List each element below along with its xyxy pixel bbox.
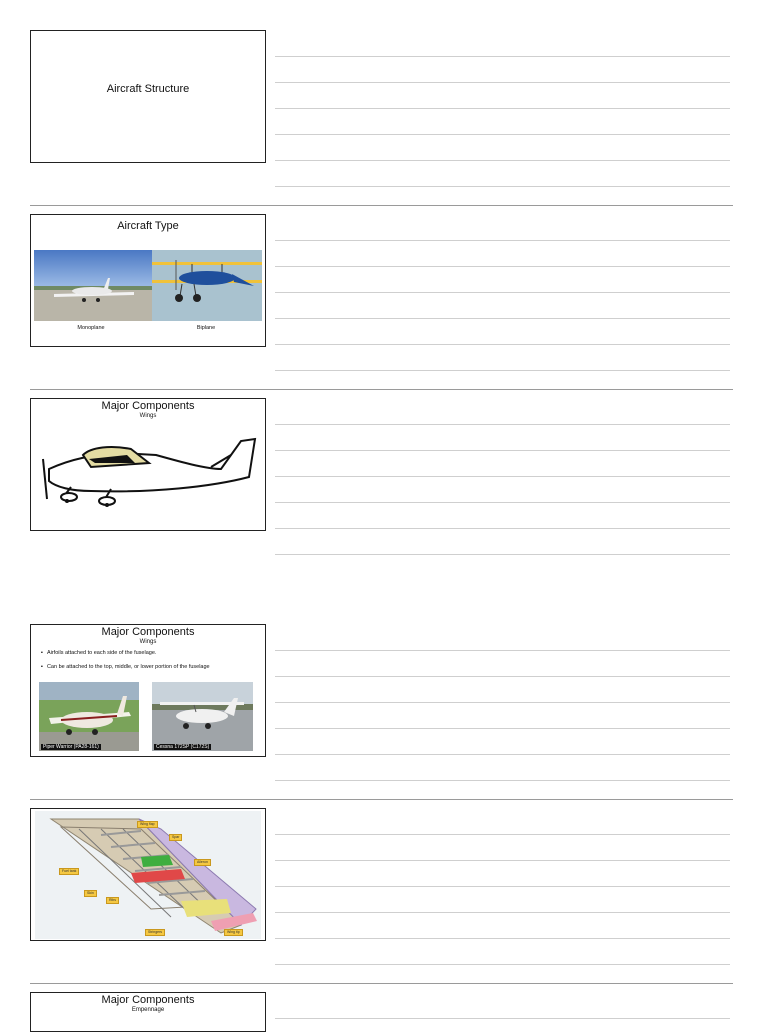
aircraft-line-drawing (31, 429, 266, 529)
slide-subtitle: Wings (139, 413, 157, 419)
slide-title: Aircraft Type (117, 220, 179, 232)
cessna-photo (152, 682, 253, 751)
label-wing-flap: Wing flap (137, 821, 158, 828)
label-fuel-tank: Fuel tank (59, 868, 79, 875)
separator (30, 389, 733, 390)
separator (30, 205, 733, 206)
slide-title: Aircraft Structure (106, 83, 190, 95)
slide-title: Major Components (101, 626, 195, 638)
slide-6 (30, 992, 266, 1032)
caption-biplane: Biplane (196, 325, 216, 331)
note-lines (275, 624, 730, 784)
monoplane-photo (34, 250, 152, 321)
slide-2 (30, 214, 266, 347)
slide-5 (30, 808, 266, 941)
separator (30, 799, 733, 800)
label-stringers: Stringers (145, 929, 165, 936)
slide-1 (30, 30, 266, 163)
photo-caption: Piper Warrior (PA28-161) (43, 744, 99, 750)
photo-caption: Cessna 172SP (C172S) (156, 744, 210, 750)
label-aileron: Aileron (194, 859, 211, 866)
slide-3 (30, 398, 266, 531)
caption-monoplane: Monoplane (77, 325, 105, 331)
slide-title: Major Components (101, 994, 195, 1006)
label-spar: Spar (169, 834, 182, 841)
piper-warrior-photo (39, 682, 139, 751)
slide-title: Major Components (101, 400, 195, 412)
slide-4 (30, 624, 266, 757)
bullet-item: ▪ Airfoils attached to each side of the fuselage. (41, 650, 156, 656)
biplane-photo (152, 250, 262, 321)
wing-structure-diagram (31, 809, 266, 941)
note-lines (275, 808, 730, 968)
note-lines (275, 30, 730, 190)
bullet-item: ▪ Can be attached to the top, middle, or lower portion of the fuselage (41, 664, 210, 670)
label-ribs: Ribs (106, 897, 119, 904)
separator (30, 983, 733, 984)
label-wing-tip: Wing tip (224, 929, 243, 936)
note-lines (275, 214, 730, 374)
label-skin: Skin (84, 890, 97, 897)
note-lines (275, 398, 730, 558)
note-lines (275, 992, 730, 1022)
slide-subtitle: Empennage (131, 1007, 165, 1013)
slide-subtitle: Wings (139, 639, 157, 645)
